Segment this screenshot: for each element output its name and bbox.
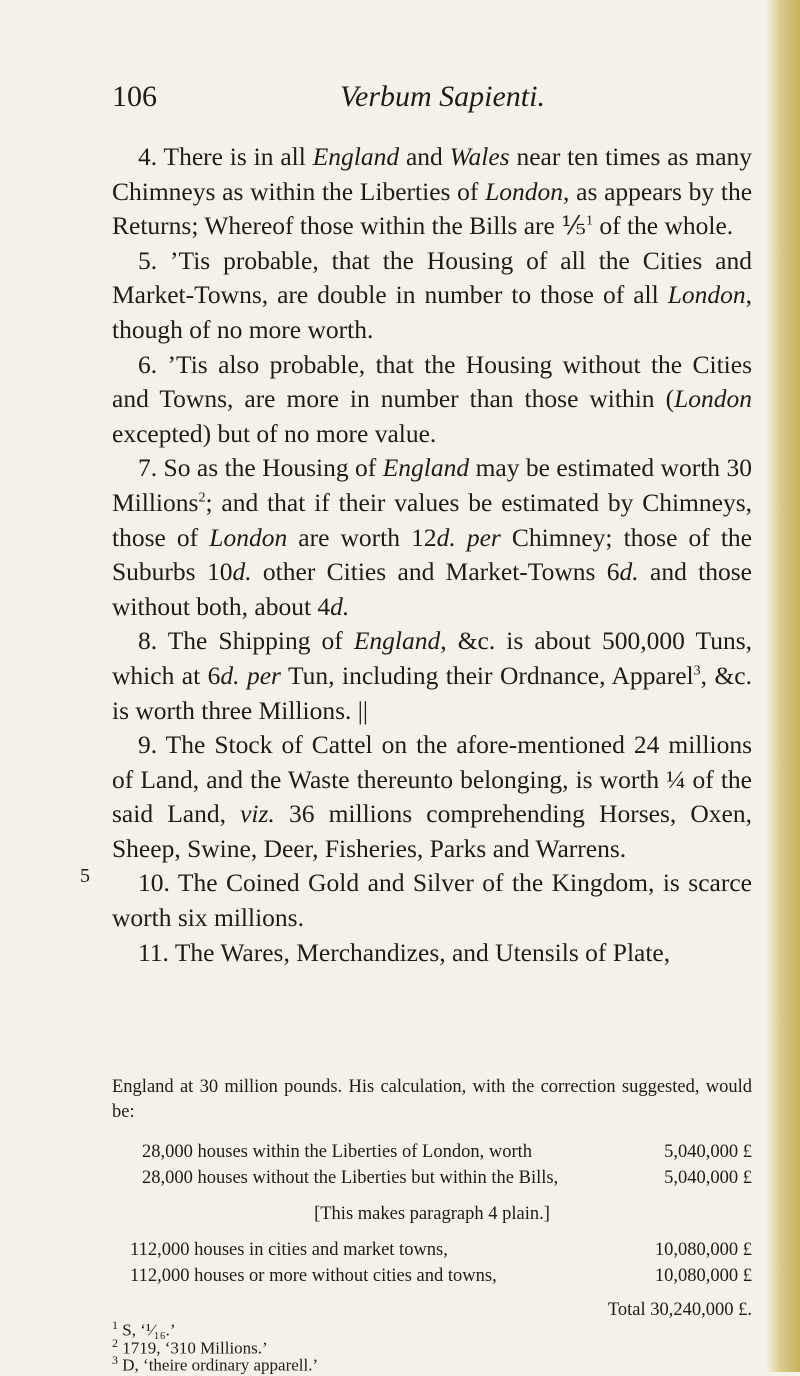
text-run: may be estimated worth 30 Millions [112, 453, 752, 517]
paragraph-6 [112, 348, 752, 452]
calc-desc: 28,000 houses without the Liberties but within the Bills, [142, 1168, 559, 1188]
page-header [112, 80, 750, 124]
italic-run: London [667, 280, 746, 310]
calc-row [112, 1266, 752, 1294]
paragraph-5 [112, 244, 752, 348]
text-run: , &c. is about 500,000 Tuns, which at 6 [112, 626, 752, 690]
calc-row [112, 1142, 752, 1170]
text-run: , as appears by the Returns; Whereof those within the Bills are [112, 176, 753, 241]
footnote-text: D, ‘theire ordinary apparell.’ [122, 1355, 319, 1375]
page-number: 106 [112, 80, 157, 113]
calc-desc: 28,000 houses within the Liberties of London, worth [142, 1142, 532, 1162]
text-run: ; and that if their values be estimated by Chimneys, those of [112, 487, 752, 552]
footnote-marker: 3 [112, 1353, 118, 1367]
text-run: other Cities and Market-Towns 6 [251, 557, 620, 587]
text-run: Chimney; those of the Suburbs 10 [112, 522, 752, 587]
italic-run: London [485, 176, 564, 206]
footnote-3 [112, 1353, 318, 1376]
italic-run: d. [330, 591, 350, 621]
italic-run: d. [436, 522, 456, 552]
text-run: 9. The Stock of Cattel on the afore-mentioned 24 millions of Land, and the Waste thereunto belonging, is worth ¼ of the said Land, [112, 730, 752, 829]
paragraph-7 [112, 451, 752, 624]
text-run: and [399, 142, 450, 171]
italic-run: per [466, 522, 501, 552]
italic-run: d. [232, 557, 252, 587]
editorial-note-intro: England at 30 million pounds. His calculation, with the correction suggested, would be: [112, 1077, 752, 1122]
calc-amount: 10,080,000 £ [654, 1240, 752, 1260]
paragraph-9 [112, 728, 752, 866]
text-run: Tun, including their Ordnance, Apparel [280, 660, 694, 690]
text-run: and those without both, about 4 [112, 557, 752, 621]
footnote-text: 1719, ‘310 Millions.’ [122, 1338, 268, 1358]
text-run: , &c. is worth three Millions. || [112, 660, 753, 725]
footnote-marker: 3 [693, 663, 701, 679]
calc-row [112, 1240, 752, 1268]
italic-run: viz. [240, 799, 275, 829]
text-run: 36 millions comprehending Horses, Oxen, Sheep, Swine, Deer, Fisheries, Parks and Warrens. [112, 799, 752, 863]
text-run: near ten times as many Chimneys as within the Liberties of [112, 142, 753, 206]
margin-line-number: 5 [80, 865, 90, 887]
footnote-text: S, ‘¹⁄₁₆.’ [122, 1320, 176, 1340]
italic-run: England [382, 453, 470, 483]
italic-run: d. [619, 557, 639, 587]
running-title: Verbum Sapienti. [340, 80, 545, 113]
calc-note: [This makes paragraph 4 plain.] [314, 1204, 550, 1224]
italic-run: London [674, 384, 752, 414]
page-edge-shadow [766, 0, 800, 1372]
calc-desc: 112,000 houses in cities and market towns, [130, 1240, 448, 1260]
calc-row [112, 1168, 752, 1196]
italic-run: per [246, 660, 281, 690]
text-run: are worth 12 [287, 522, 437, 552]
calc-desc: 112,000 houses or more without cities and towns, [130, 1266, 497, 1286]
calc-amount: 10,080,000 £ [654, 1266, 752, 1286]
footnote-marker: 1 [112, 1318, 118, 1332]
italic-run: d. [220, 660, 240, 690]
footnote-marker: 2 [198, 490, 206, 506]
text-run: 6. ’Tis also probable, that the Housing without the Cities and Towns, are more in number than those within ( [112, 349, 752, 414]
calc-total: Total 30,240,000 £. [607, 1300, 752, 1320]
calc-amount: 5,040,000 £ [664, 1168, 752, 1188]
calc-amount: 5,040,000 £ [664, 1142, 752, 1162]
text-run: 5. ’Tis probable, that the Housing of all the Cities and Market-Towns, are double in number to those of all [112, 245, 752, 310]
main-text [112, 140, 752, 970]
text-run: excepted) but of no more value. [112, 418, 437, 448]
fraction: ⅕ [561, 211, 586, 241]
footnote-marker: 1 [585, 213, 593, 229]
paragraph-11: 11. The Wares, Merchandizes, and Utensils of Plate, [138, 937, 671, 967]
paragraph-10: 10. The Coined Gold and Silver of the Kingdom, is scarce worth six millions. [112, 868, 752, 933]
text-run: of the whole. [592, 211, 734, 241]
text-run: 8. The Shipping of [138, 626, 354, 656]
footnote-marker: 2 [112, 1336, 118, 1350]
italic-run: Wales [449, 142, 510, 171]
text-run: 7. So as the Housing of [138, 453, 383, 483]
italic-run: England [312, 142, 400, 171]
text-run: , though of no more worth. [112, 280, 752, 344]
paragraph-4 [112, 140, 752, 244]
italic-run: London [209, 522, 288, 552]
paragraph-8 [112, 624, 752, 728]
text-run: 4. There is in all [138, 142, 313, 171]
italic-run: England [353, 626, 441, 656]
